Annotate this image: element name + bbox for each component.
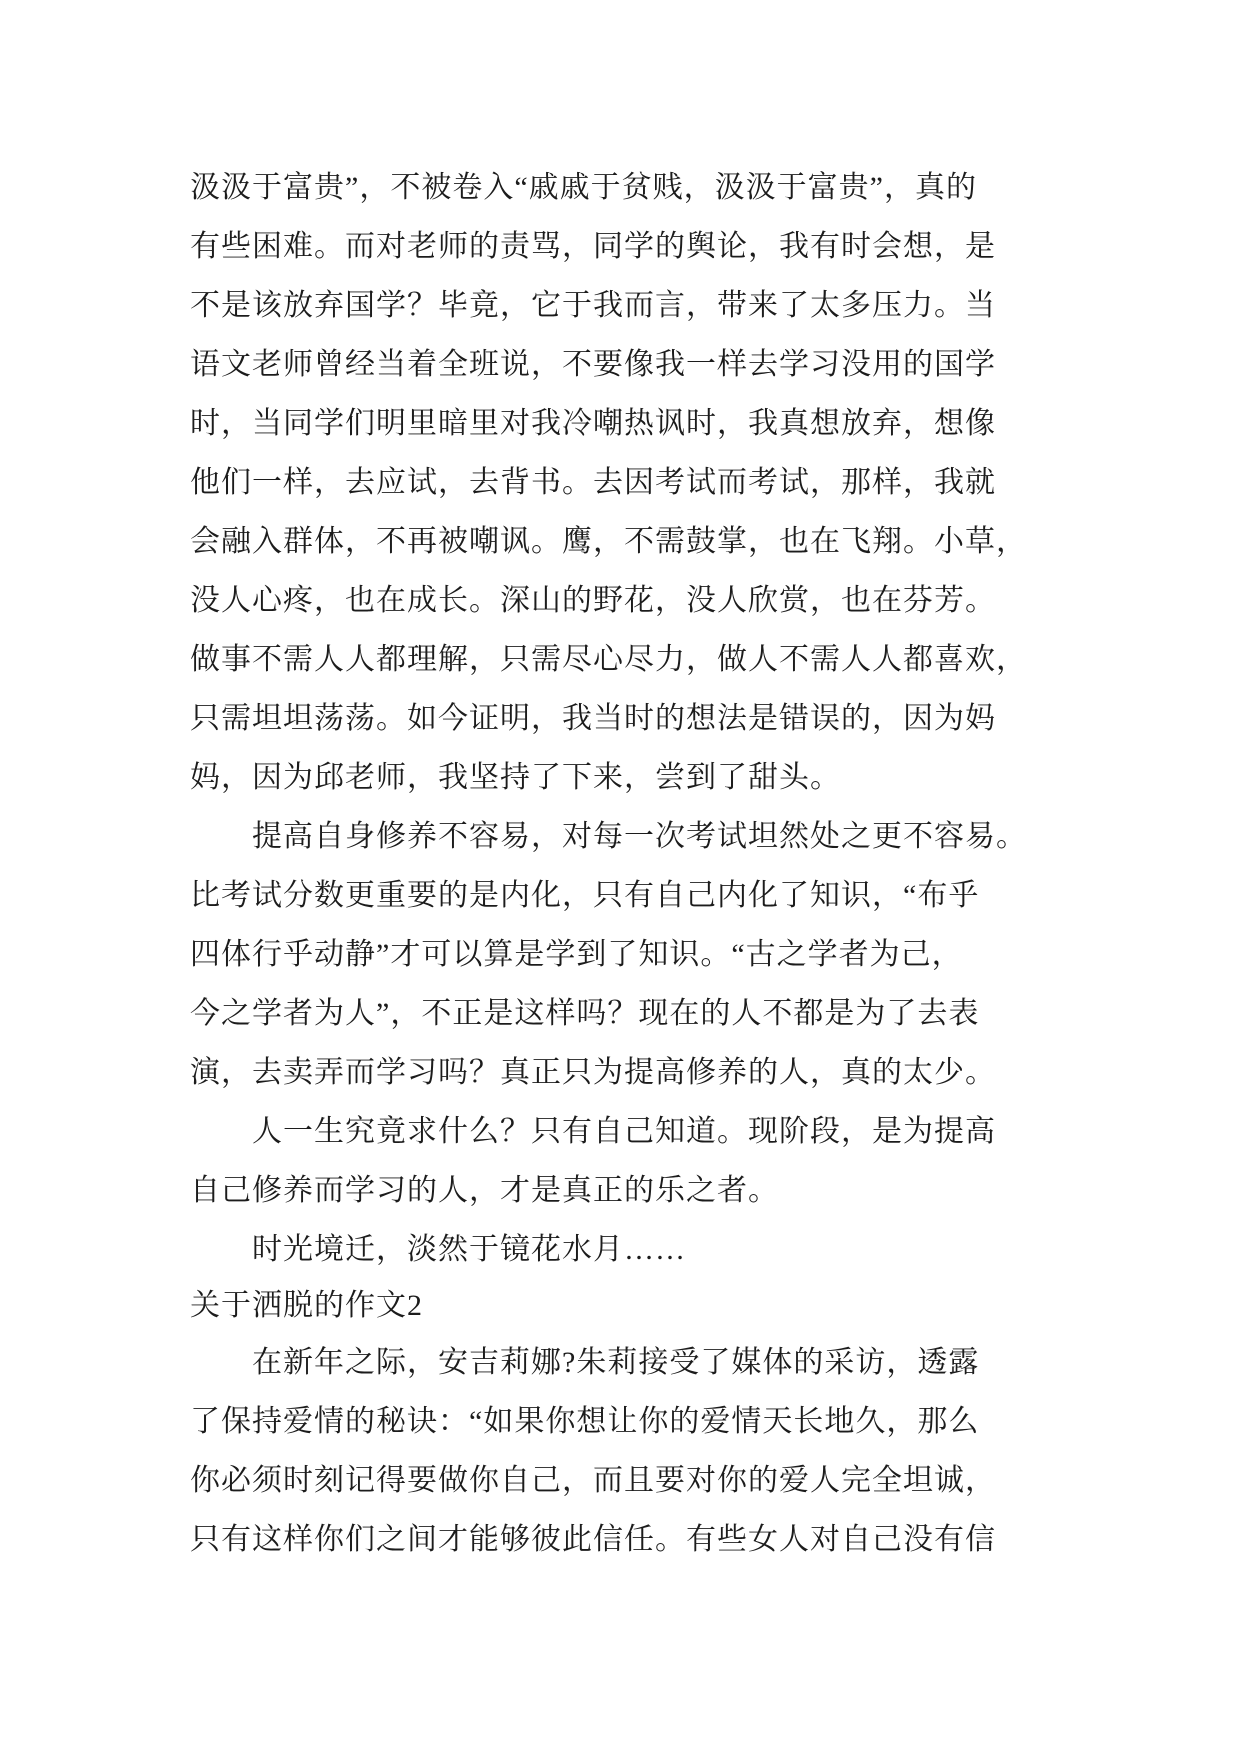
text-line: 你必须时刻记得要做你自己，而且要对你的爱人完全坦诚， — [190, 1464, 996, 1497]
document-body — [190, 158, 1060, 1569]
text-line: 做事不需人人都理解，只需尽心尽力，做人不需人人都喜欢， — [190, 643, 1027, 676]
text-line: 他们一样，去应试，去背书。去因考试而考试，那样，我就 — [190, 466, 996, 499]
text-line: 有些困难。而对老师的责骂，同学的舆论，我有时会想，是 — [190, 230, 996, 263]
paragraph-start-line: 在新年之际，安吉莉娜?朱莉接受了媒体的采访，透露 — [252, 1346, 980, 1379]
text-line: 没人心疼，也在成长。深山的野花，没人欣赏，也在芬芳。 — [190, 584, 996, 617]
text-line: 演，去卖弄而学习吗？真正只为提高修养的人，真的太少。 — [190, 1056, 996, 1089]
paragraph-start-line: 提高自身修养不容易，对每一次考试坦然处之更不容易。 — [252, 820, 1027, 853]
text-line: 了保持爱情的秘诀：“如果你想让你的爱情天长地久，那么 — [190, 1405, 980, 1438]
paragraph-start-line: 时光境迁，淡然于镜花水月…… — [252, 1233, 686, 1266]
text-line: 会融入群体，不再被嘲讽。鹰，不需鼓掌，也在飞翔。小草， — [190, 525, 1027, 558]
text-line: 比考试分数更重要的是内化，只有自己内化了知识，“布乎 — [190, 879, 980, 912]
text-line: 不是该放弃国学？毕竟，它于我而言，带来了太多压力。当 — [190, 289, 996, 322]
text-line: 自己修养而学习的人，才是真正的乐之者。 — [190, 1174, 779, 1207]
paragraph-start-line: 人一生究竟求什么？只有自己知道。现阶段，是为提高 — [252, 1115, 996, 1148]
text-line: 汲汲于富贵”，不被卷入“戚戚于贫贱，汲汲于富贵”，真的 — [190, 171, 977, 204]
text-line: 今之学者为人”，不正是这样吗？现在的人不都是为了去表 — [190, 997, 980, 1030]
text-line: 语文老师曾经当着全班说，不要像我一样去学习没用的国学 — [190, 348, 996, 381]
essay-title: 关于洒脱的作文2 — [190, 1289, 423, 1322]
text-line: 只有这样你们之间才能够彼此信任。有些女人对自己没有信 — [190, 1523, 996, 1556]
text-line: 只需坦坦荡荡。如今证明，我当时的想法是错误的，因为妈 — [190, 702, 996, 735]
text-line: 妈，因为邱老师，我坚持了下来，尝到了甜头。 — [190, 761, 841, 794]
text-line: 四体行乎动静”才可以算是学到了知识。“古之学者为己， — [190, 938, 963, 971]
text-line: 时，当同学们明里暗里对我冷嘲热讽时，我真想放弃，想像 — [190, 407, 996, 440]
